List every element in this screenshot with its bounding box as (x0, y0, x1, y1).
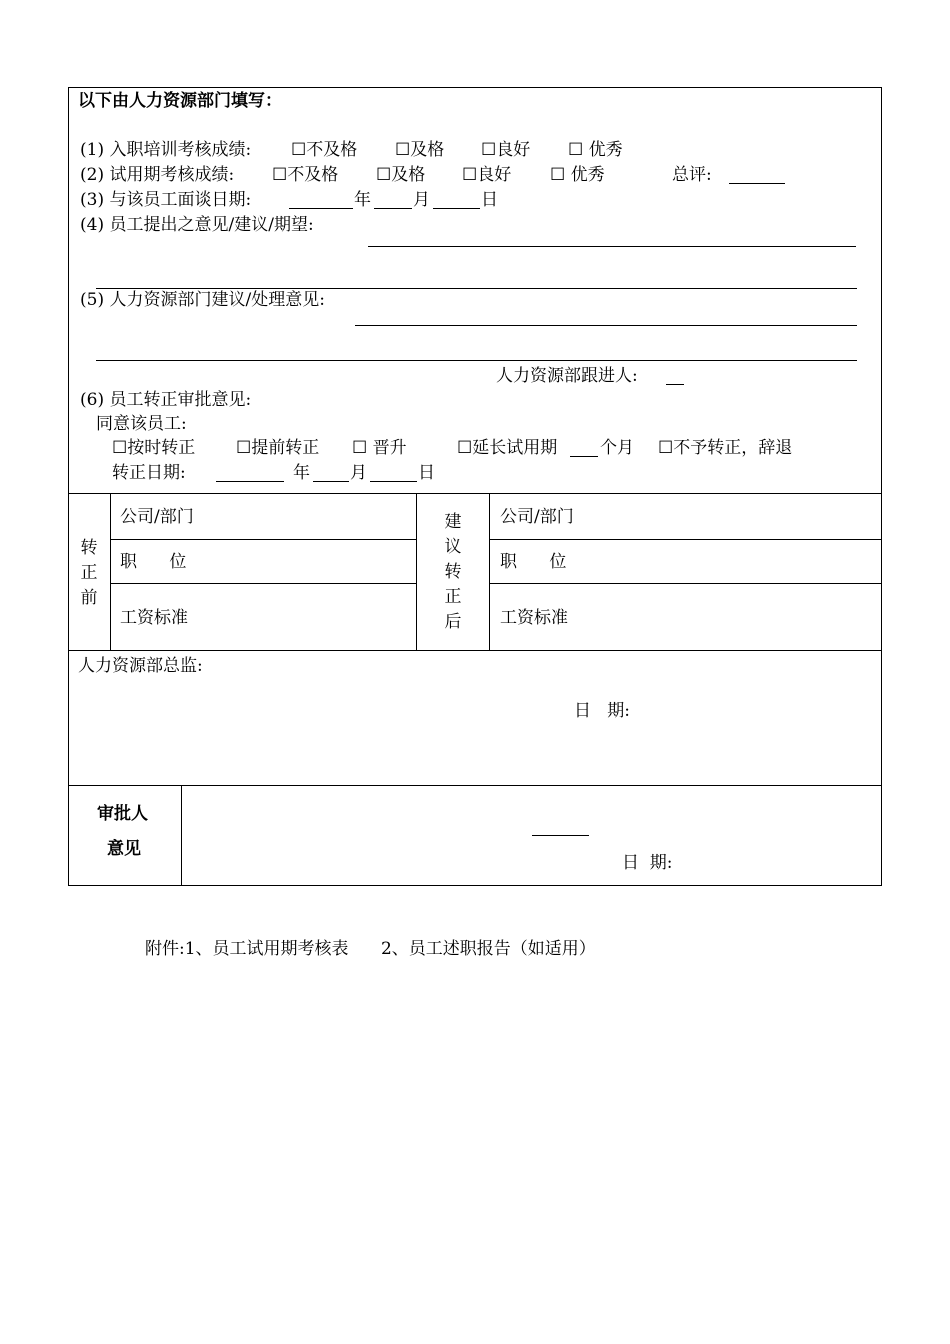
item2-option-excellent[interactable]: ☐ 优秀 (550, 165, 605, 185)
hr-director-bottom-border (68, 785, 882, 786)
table-divider-3 (489, 493, 490, 650)
item1-option-pass[interactable]: ☐及格 (395, 140, 445, 160)
item1-option-excellent[interactable]: ☐ 优秀 (568, 140, 623, 160)
item5-follower-label: 人力资源部跟进人: (496, 366, 638, 386)
item6-option-reject[interactable]: ☐不予转正，辞退 (658, 438, 793, 458)
before-row-line-1 (110, 539, 416, 540)
before-salary-label: 工资标准 (120, 608, 188, 628)
item6-option-extend[interactable]: ☐延长试用期 (457, 438, 558, 458)
item6-extend-months-field[interactable] (570, 456, 598, 457)
item4-line-2[interactable] (96, 288, 857, 289)
after-row-line-2 (489, 583, 881, 584)
approver-label-line2: 意见 (107, 839, 141, 859)
frame-right (881, 87, 882, 886)
item1-option-good[interactable]: ☐良好 (481, 140, 531, 160)
frame-bottom (68, 885, 882, 886)
hr-director-date-label: 日 期: (574, 701, 630, 721)
item3-month-field[interactable] (374, 208, 412, 209)
item4-line-1[interactable] (368, 246, 856, 247)
item6-option-ontime[interactable]: ☐按时转正 (112, 438, 196, 458)
item3-year-label: 年 (354, 190, 371, 210)
item6-date-label: 转正日期: (112, 463, 186, 483)
section-title: 以下由人力资源部门填写： (78, 91, 282, 111)
approver-signature-field[interactable] (532, 835, 589, 836)
item6-month-label: 月 (350, 463, 367, 483)
item2-option-pass[interactable]: ☐及格 (376, 165, 426, 185)
item3-month-label: 月 (413, 190, 430, 210)
frame-left (68, 87, 69, 886)
item6-extend-months-label: 个月 (600, 438, 634, 458)
after-position-label: 职 位 (500, 552, 567, 572)
table-divider-1 (110, 493, 111, 650)
item3-day-label: 日 (481, 190, 498, 210)
before-company-label: 公司/部门 (120, 507, 194, 527)
item3-day-field[interactable] (433, 208, 480, 209)
item6-option-early[interactable]: ☐提前转正 (236, 438, 320, 458)
item3-year-field[interactable] (289, 208, 353, 209)
item6-day-field[interactable] (370, 481, 417, 482)
approver-date-label: 日 期: (622, 853, 673, 873)
before-header (77, 536, 101, 611)
after-row-line-1 (489, 539, 881, 540)
after-header-char: 正 (444, 587, 462, 607)
frame-top (68, 87, 882, 88)
item5-line-1[interactable] (355, 325, 857, 326)
after-salary-label: 工资标准 (500, 608, 568, 628)
after-header-char: 议 (444, 537, 462, 557)
after-header-char: 后 (444, 612, 462, 632)
table-divider-2 (416, 493, 417, 650)
before-header-char: 前 (80, 588, 98, 608)
item2-summary-label: 总评: (672, 165, 712, 185)
before-row-line-2 (110, 583, 416, 584)
approver-divider (181, 785, 182, 885)
item1-option-fail[interactable]: ☐不及格 (291, 140, 358, 160)
table-bottom-border (68, 650, 882, 651)
item6-agree-label: 同意该员工: (96, 414, 187, 434)
item2-label: (2) 试用期考核成绩: (80, 165, 235, 185)
attachments-note: 附件:1、员工试用期考核表 2、员工述职报告（如适用） (145, 939, 596, 959)
hr-director-label: 人力资源部总监: (78, 656, 203, 676)
before-position-label: 职 位 (120, 552, 187, 572)
item2-option-good[interactable]: ☐良好 (462, 165, 512, 185)
item6-year-field[interactable] (216, 481, 284, 482)
item6-year-label: 年 (293, 463, 310, 483)
after-company-label: 公司/部门 (500, 507, 574, 527)
before-header-char: 正 (80, 563, 98, 583)
item6-day-label: 日 (418, 463, 435, 483)
after-header-char: 建 (444, 512, 462, 532)
item5-line-2[interactable] (96, 360, 857, 361)
item6-option-promote[interactable]: ☐ 晋升 (352, 438, 407, 458)
item4-label: (4) 员工提出之意见/建议/期望: (80, 215, 314, 235)
item2-option-fail[interactable]: ☐不及格 (272, 165, 339, 185)
approver-label-line1: 审批人 (97, 804, 148, 824)
table-top-border (68, 493, 882, 494)
item2-summary-field[interactable] (729, 183, 785, 184)
item5-label: (5) 人力资源部门建议/处理意见: (80, 290, 325, 310)
item6-label: (6) 员工转正审批意见: (80, 390, 252, 410)
item6-month-field[interactable] (313, 481, 349, 482)
after-header-char: 转 (444, 562, 462, 582)
after-header (441, 510, 465, 635)
item5-follower-field[interactable] (666, 384, 684, 385)
item1-label: (1) 入职培训考核成绩: (80, 140, 252, 160)
before-header-char: 转 (80, 538, 98, 558)
item3-label: (3) 与该员工面谈日期: (80, 190, 252, 210)
